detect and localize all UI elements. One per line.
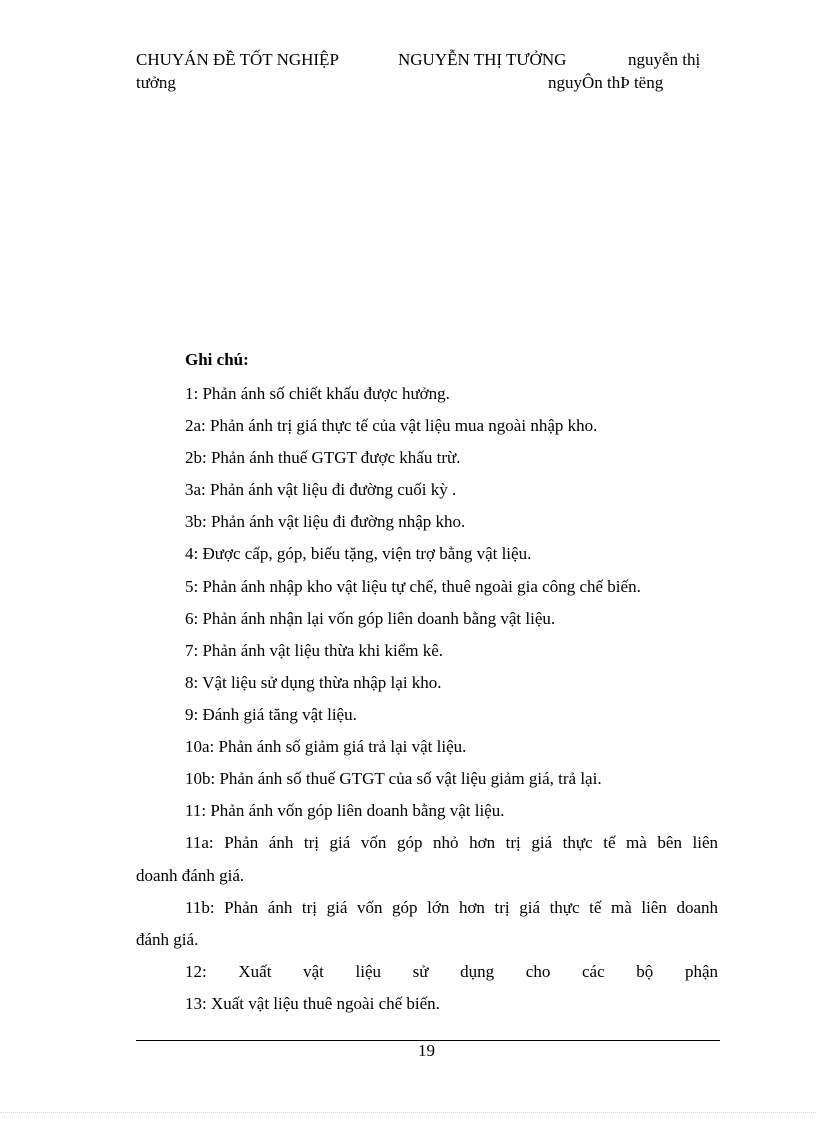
header-author-continued: tưởng [136,73,176,92]
note-item: 1: Phản ánh số chiết khấu được hưởng. [185,384,450,403]
header-author-lowercase: nguyễn thị [628,50,701,69]
note-item: 9: Đánh giá tăng vật liệu. [185,705,357,724]
note-item: 3b: Phản ánh vật liệu đi đường nhập kho. [185,512,466,531]
note-item: 8: Vật liệu sử dụng thừa nhập lại kho. [185,673,442,692]
note-item: 7: Phản ánh vật liệu thừa khi kiểm kê. [185,641,444,660]
note-item-11b-continued: đánh giá. [136,930,199,949]
note-item-11a-continued: doanh đánh giá. [136,866,245,885]
note-item: 4: Được cấp, góp, biếu tặng, viện trợ bằng vật liệu. [185,544,532,563]
header-author-garbled: nguyÔn thÞ tëng [548,73,664,92]
note-item: 10a: Phản ánh số giảm giá trả lại vật liệu. [185,737,467,756]
note-item: 11: Phản ánh vốn góp liên doanh bằng vật liệu. [185,801,505,820]
header-author: NGUYỄN THỊ TƯỞNG [398,50,567,69]
page-number: 19 [418,1041,435,1060]
note-item-11a: 11a: Phản ánh trị giá vốn góp nhỏ hơn trị giá thực tế mà bên liên [185,833,718,852]
notes-title: Ghi chú: [185,350,249,369]
header-title: CHUYÁN ĐỀ TỐT NGHIỆP [136,50,339,69]
note-item-12: 12: Xuất vật liệu sử dụng cho các bộ phận [185,962,718,981]
note-item: 2a: Phản ánh trị giá thực tế của vật liệu mua ngoài nhập kho. [185,416,598,435]
note-item: 2b: Phản ánh thuế GTGT được khấu trừ. [185,448,461,467]
note-item: 6: Phản ánh nhận lại vốn góp liên doanh bằng vật liệu. [185,609,556,628]
note-item-11b: 11b: Phản ánh trị giá vốn góp lớn hơn trị giá thực tế mà liên doanh [185,898,718,917]
note-item: 5: Phản ánh nhập kho vật liệu tự chế, thuê ngoài gia công chế biến. [185,577,641,596]
note-item: 3a: Phản ánh vật liệu đi đường cuối kỳ . [185,480,457,499]
page-bottom-dotted-border [0,1112,816,1113]
note-item-13: 13: Xuất vật liệu thuê ngoài chế biến. [185,994,440,1013]
note-item: 10b: Phản ánh số thuế GTGT của số vật liệu giảm giá, trả lại. [185,769,602,788]
